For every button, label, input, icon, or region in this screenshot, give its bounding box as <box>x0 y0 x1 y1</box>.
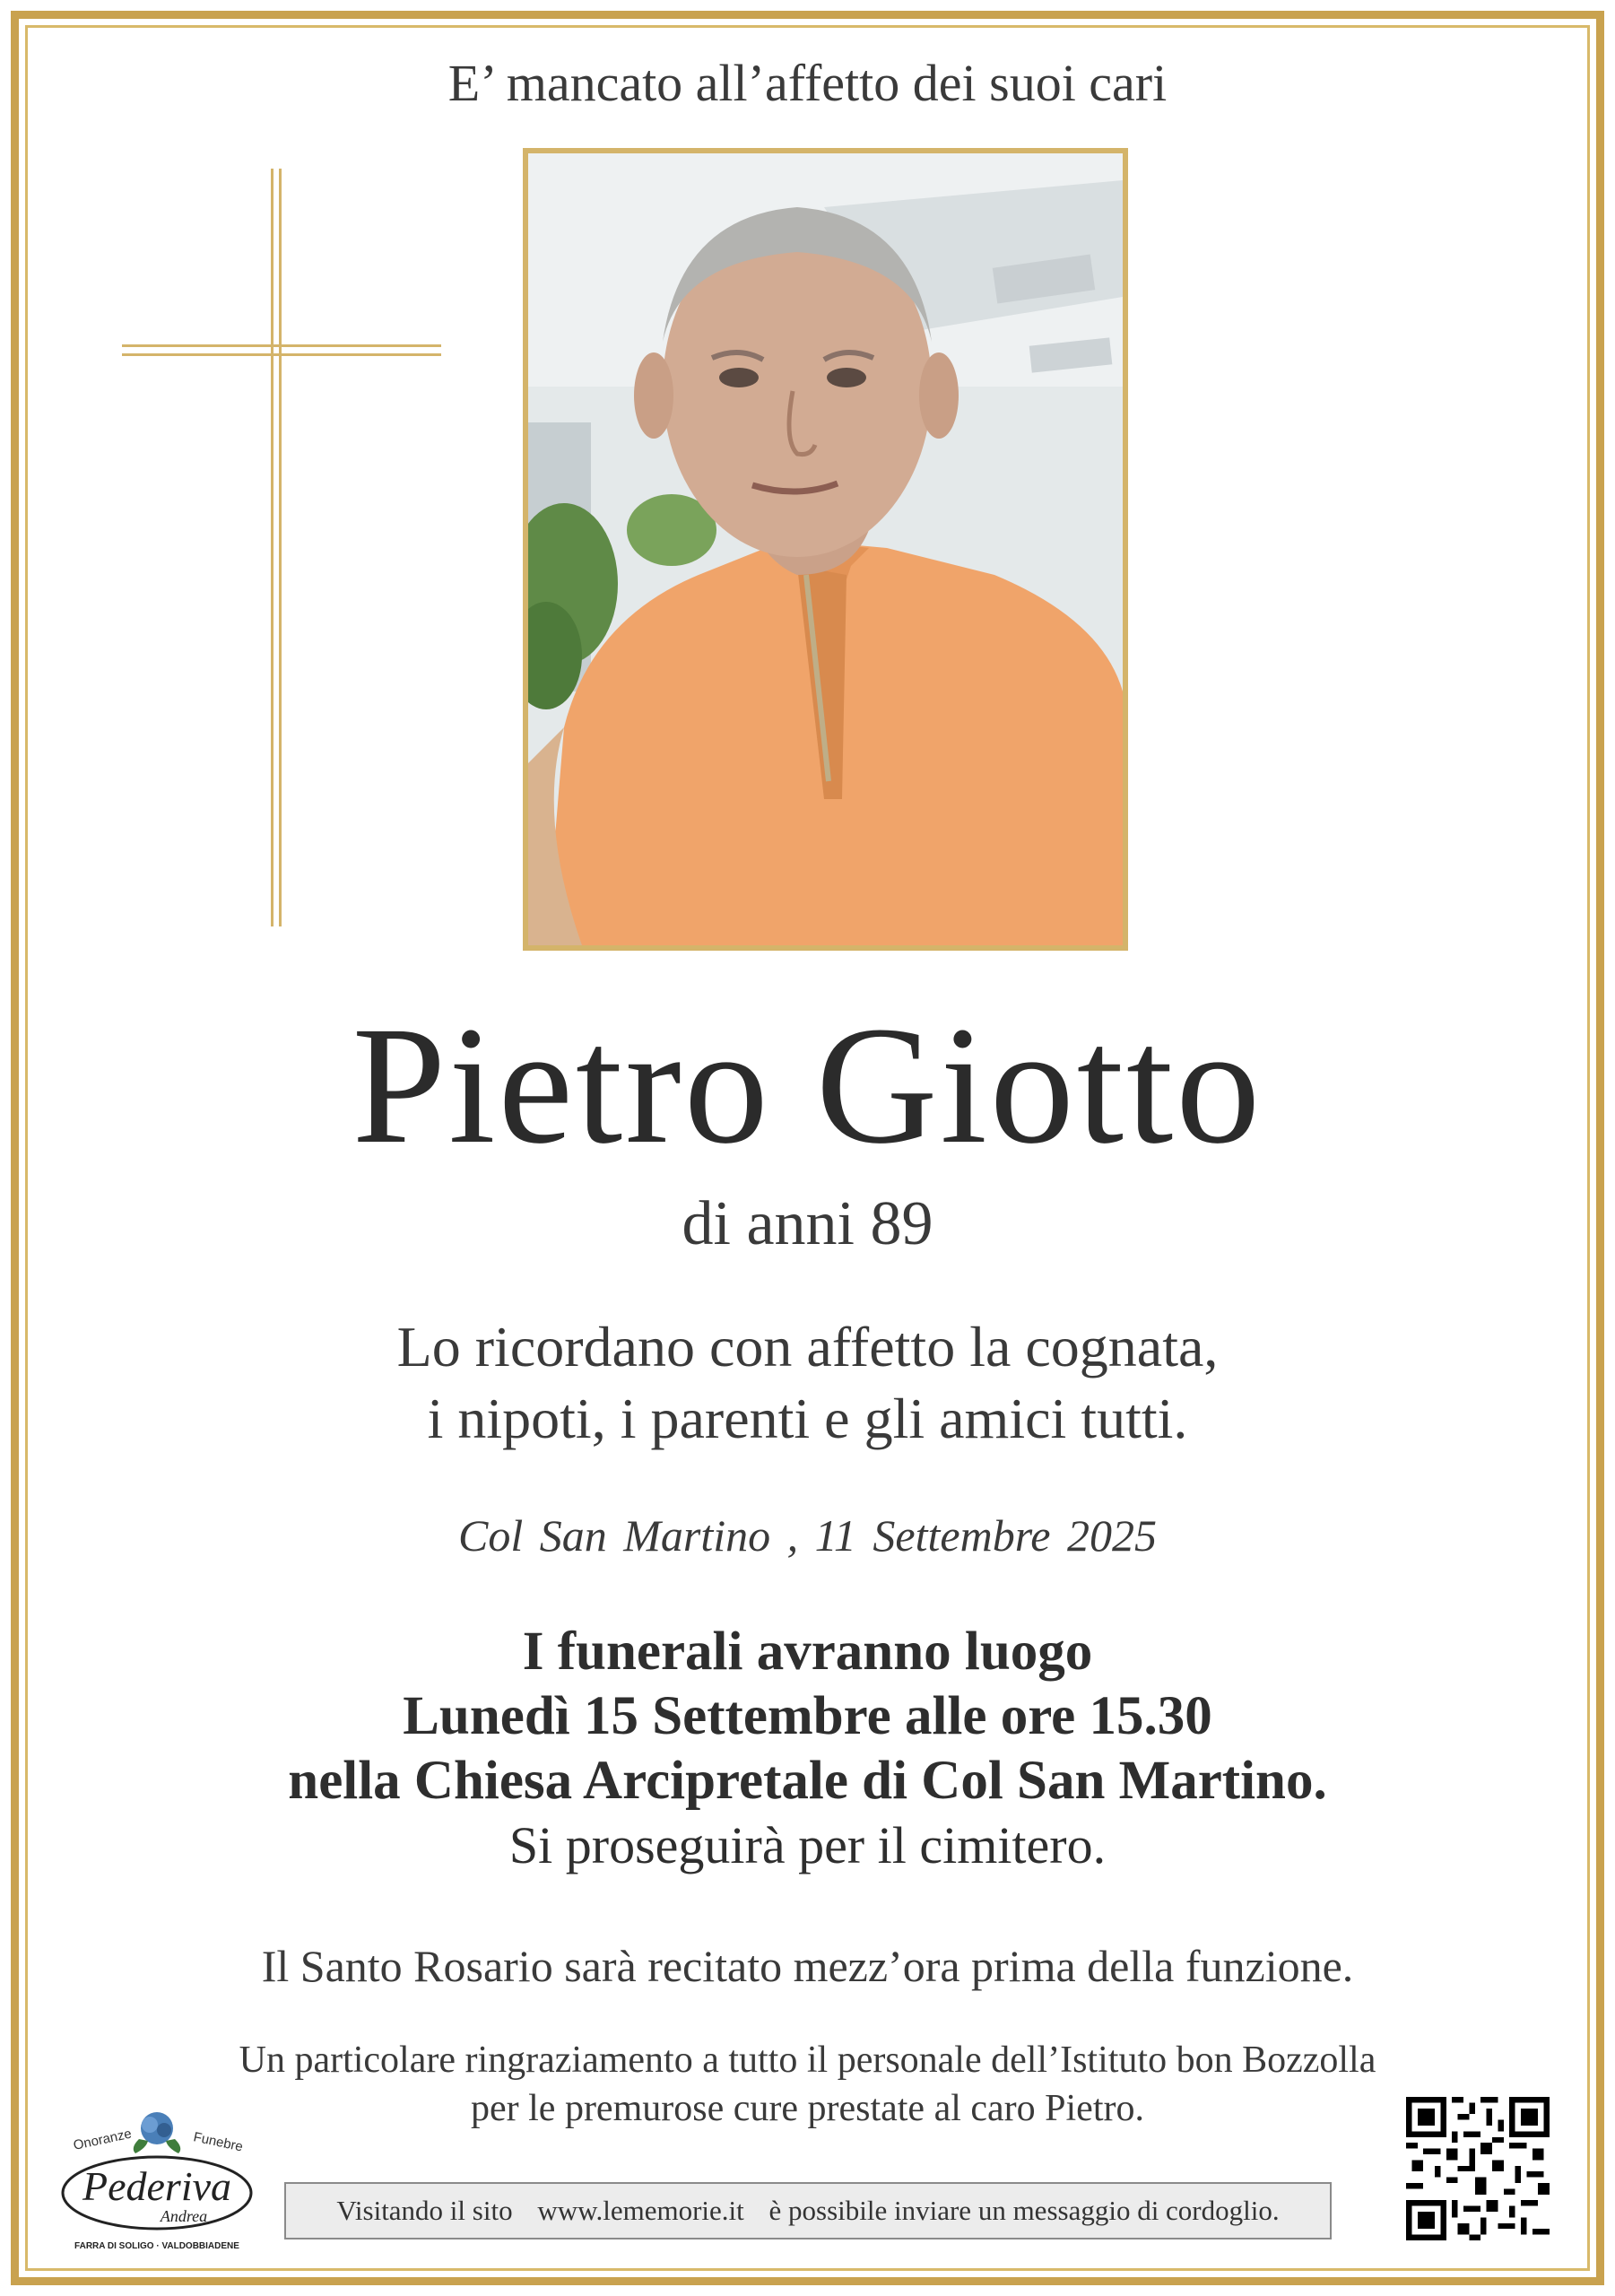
thanks-line: Un particolare ringraziamento a tutto il personale dell’Istituto bon Bozzolla <box>239 2039 1376 2081</box>
funeral-line: Si proseguirà per il cimitero. <box>508 1816 1107 1874</box>
rosary-text: Il Santo Rosario sarà recitato mezz’ora prima della funzione. <box>261 1941 1354 1991</box>
funeral-info <box>0 1620 1615 1878</box>
cross-icon <box>122 169 441 926</box>
logo-onoranze: Onoranze <box>72 2126 134 2153</box>
intro-text: E’ mancato all’affetto dei suoi cari <box>447 54 1168 112</box>
logo-funebre: Funebre <box>192 2129 245 2155</box>
logo-locations: FARRA DI SOLIGO · VALDOBBIADENE <box>74 2241 239 2251</box>
deceased-photo <box>523 148 1128 951</box>
rose-icon <box>134 2112 181 2153</box>
site-suffix: è possibile inviare un messaggio di cordoglio. <box>768 2195 1280 2226</box>
website-info-box <box>284 2182 1332 2239</box>
remembrance-text <box>0 1311 1615 1455</box>
funeral-line: nella Chiesa Arcipretale di Col San Martino. <box>288 1751 1327 1811</box>
place-date: Col San Martino , 11 Settembre 2025 <box>458 1510 1157 1561</box>
logo-sub: Andrea <box>160 2207 208 2225</box>
remembrance-line: i nipoti, i parenti e gli amici tutti. <box>427 1387 1188 1450</box>
qr-code-icon[interactable] <box>1406 2097 1550 2240</box>
thanks-line: per le premurose cure prestate al caro Pietro. <box>471 2088 1144 2129</box>
remembrance-line: Lo ricordano con affetto la cognata, <box>396 1315 1219 1378</box>
funeral-line: Lunedì 15 Settembre alle ore 15.30 <box>403 1686 1212 1746</box>
age-text: di anni 89 <box>682 1189 933 1258</box>
deceased-name: Pietro Giotto <box>352 991 1263 1178</box>
site-url-link[interactable]: www.lememorie.it <box>537 2195 744 2226</box>
funeral-home-logo <box>49 2103 265 2256</box>
logo-brand: Pederiva <box>82 2163 232 2209</box>
funeral-line: I funerali avranno luogo <box>522 1622 1093 1682</box>
site-prefix: Visitando il sito <box>336 2195 513 2226</box>
